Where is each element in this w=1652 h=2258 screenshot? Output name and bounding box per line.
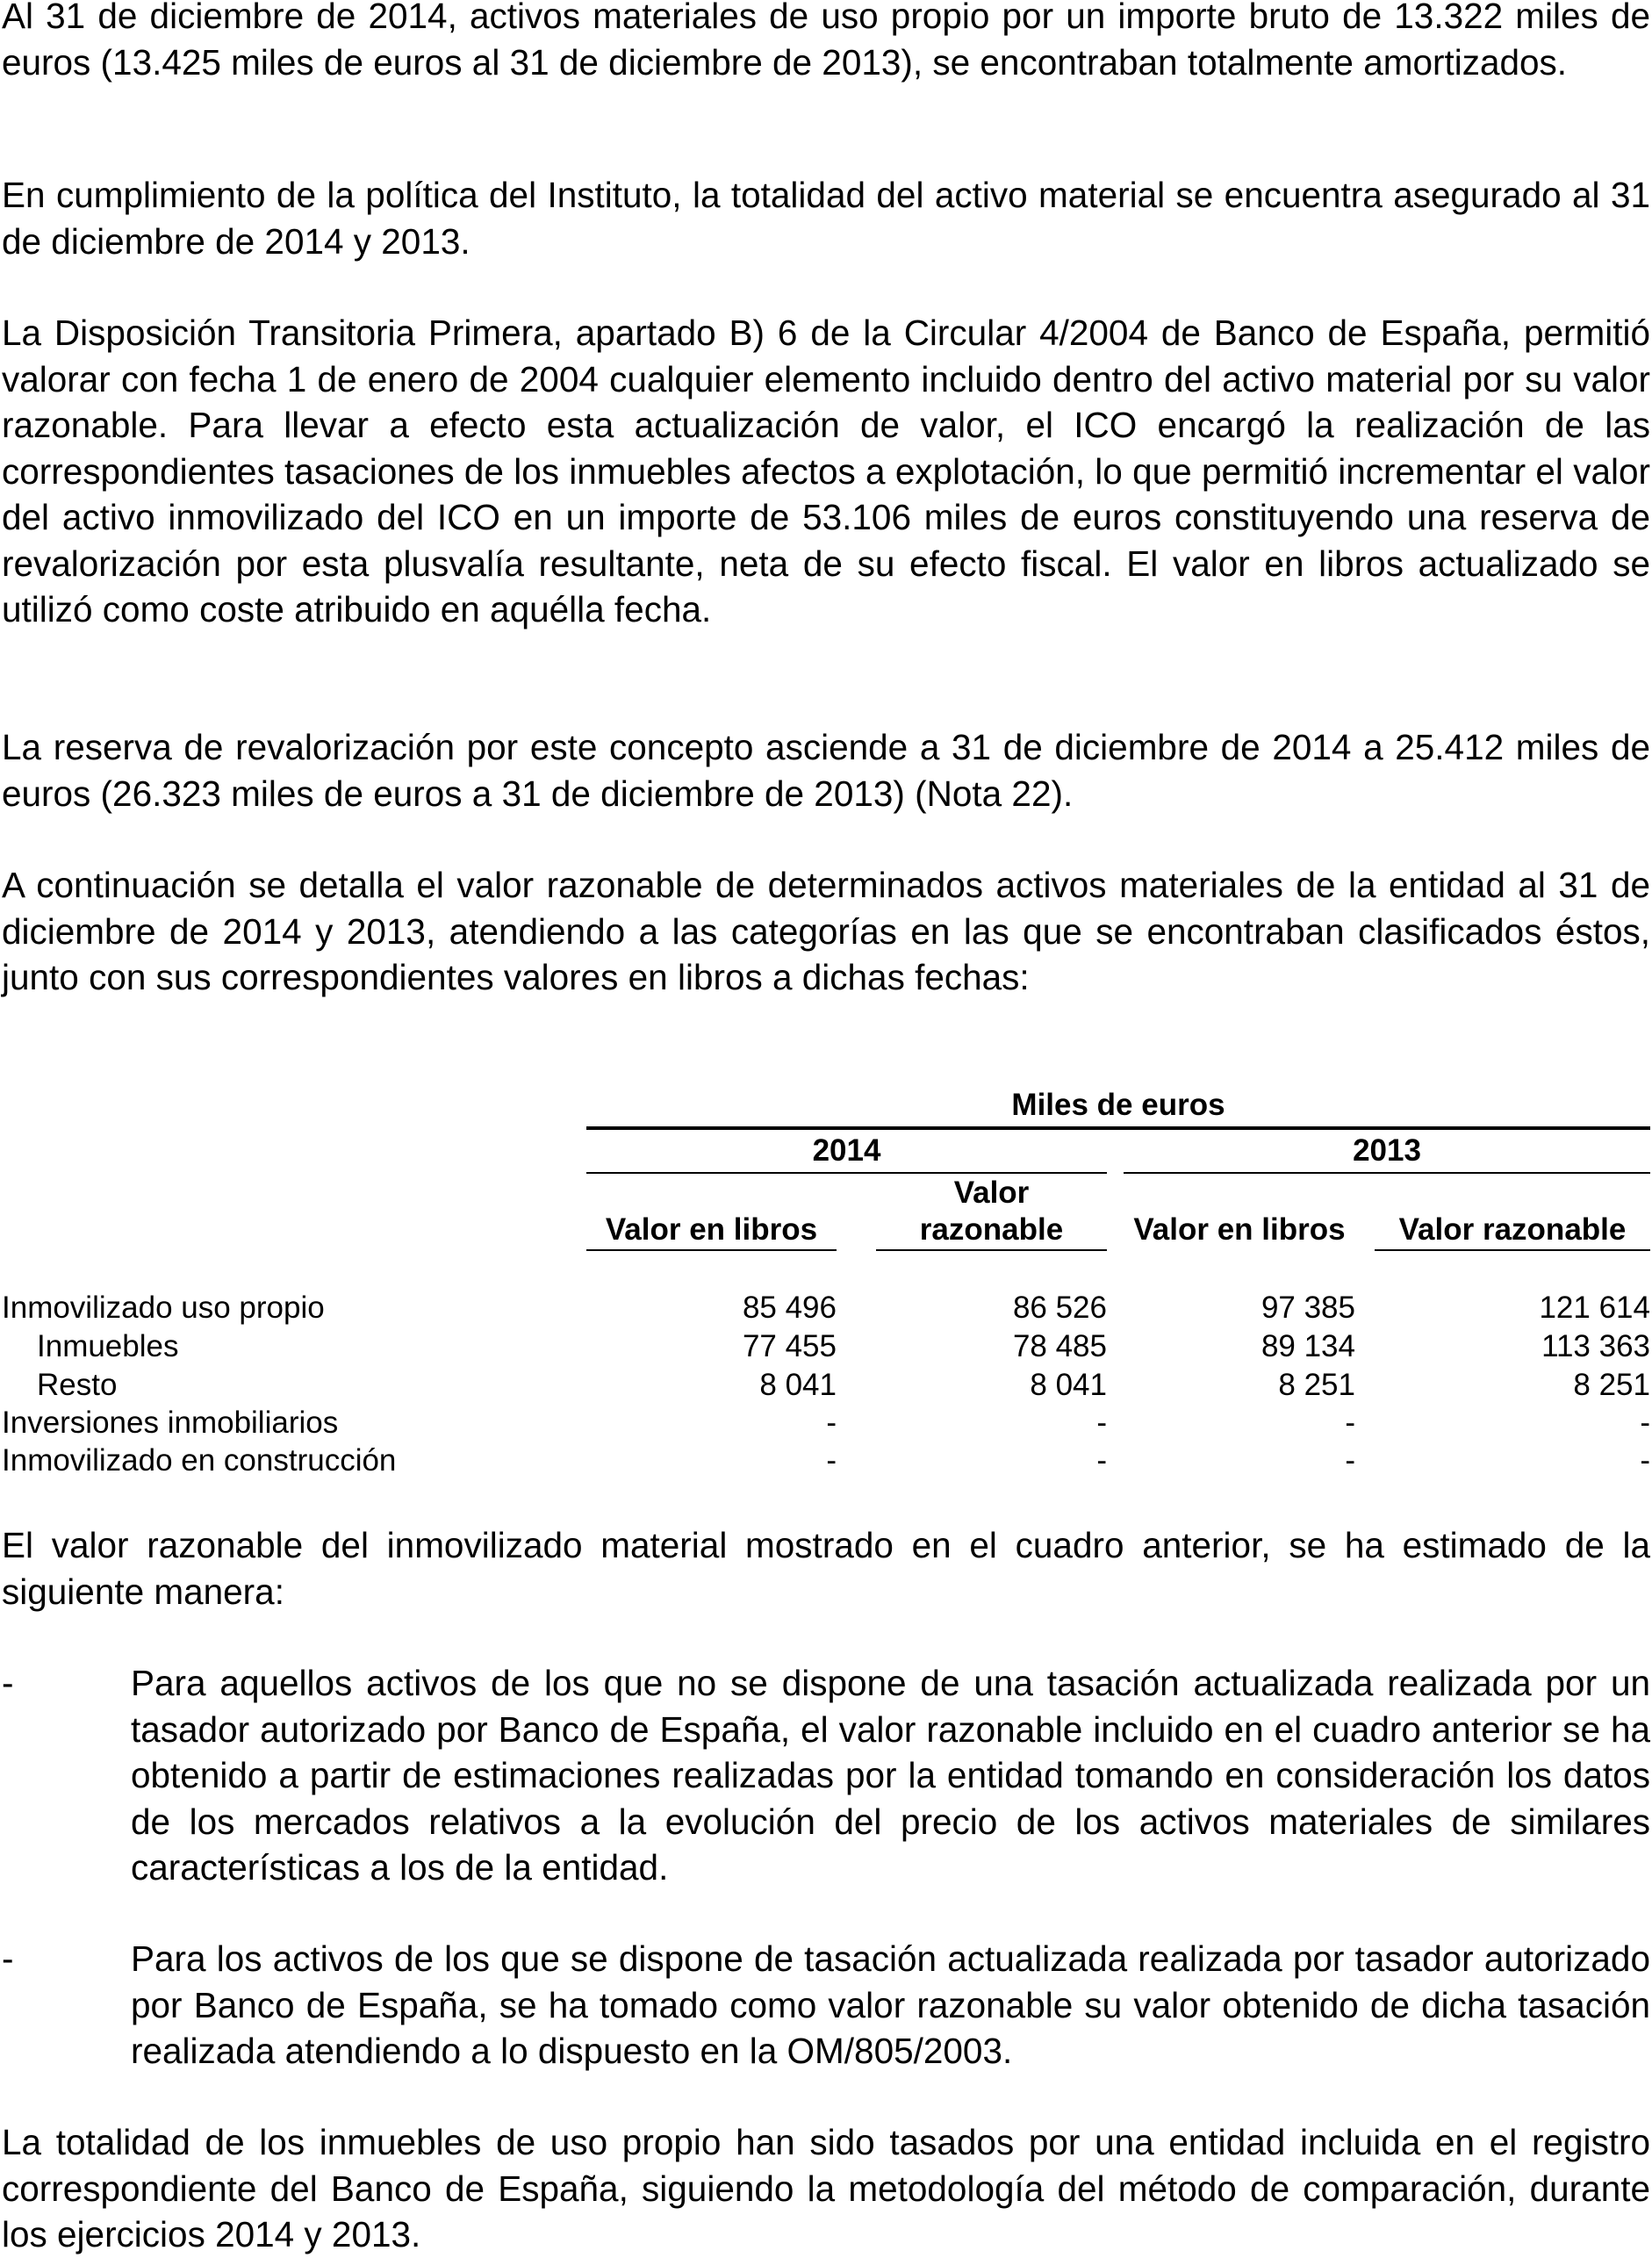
- table-row: [0, 1404, 1652, 1442]
- paragraph-revaluation-reserve: La reserva de revalorización por este concepto asciende a 31 de diciembre de 2014 a 25.412 miles de euros (26.323 miles de euros a 31 de diciembre de 2013) (Nota 22).: [2, 727, 1650, 814]
- table-row: [0, 1366, 1652, 1405]
- cell-book-2014: -: [826, 1443, 837, 1478]
- col-fair-2014-header-line1: Valor: [953, 1176, 1030, 1210]
- cell-book-2013: -: [1345, 1443, 1355, 1478]
- cell-fair-2013: -: [1640, 1443, 1650, 1478]
- cell-fair-2013: -: [1640, 1406, 1650, 1440]
- paragraph-fair-value-intro: A continuación se detalla el valor razonable de determinados activos materiales de la entidad al 31 de diciembre de 2014 y 2013, atendiendo a las categorías en las que se encontraban clasificados éstos, junto con sus correspondientes valores en libros a dichas fechas:: [2, 865, 1650, 997]
- bullet-item-market-estimates: Para aquellos activos de los que no se dispone de una tasación actualizada realizada por un tasador autorizado por Banco de España, el valor razonable incluido en el cuadro anterior se ha obtenido a partir de estimaciones realizadas por la entidad tomando en consideración los datos de los mercados relativos a la evolución del precio de los activos materiales de similares características a los de la entidad.: [131, 1663, 1650, 1888]
- cell-book-2013: 89 134: [1261, 1329, 1355, 1363]
- paragraph-revaluation: La Disposición Transitoria Primera, apartado B) 6 de la Circular 4/2004 de Banco de España, permitió valorar con fecha 1 de enero de 2004 cualquier elemento incluido dentro del activo material por su valor razonable. Para llevar a efecto esta actualización de valor, el ICO encargó la realización de las correspondientes tasaciones de los inmuebles afectos a explotación, lo que permitió incrementar el valor del activo inmovilizado del ICO en un importe de 53.106 miles de euros constituyendo una reserva de revalorización por esta plusvalía resultante, neta de su efecto fiscal. El valor en libros actualizado se utilizó como coste atribuido en aquélla fecha.: [2, 313, 1650, 629]
- paragraph-estimation-method: El valor razonable del inmovilizado material mostrado en el cuadro anterior, se ha estimado de la siguiente manera:: [2, 1525, 1650, 1612]
- cell-book-2013: 97 385: [1261, 1291, 1355, 1325]
- bullet-item-appraisal: Para los activos de los que se dispone de tasación actualizada realizada por tasador autorizado por Banco de España, se ha tomado como valor razonable su valor obtenido de dicha tasación realizada atendiendo a lo dispuesto en la OM/805/2003.: [131, 1938, 1650, 2071]
- unit-header: Miles de euros: [1011, 1088, 1225, 1122]
- year-2014-rule: [586, 1172, 1107, 1174]
- cell-book-2013: 8 251: [1278, 1368, 1355, 1402]
- paragraph-appraisal-method: La totalidad de los inmuebles de uso propio han sido tasados por una entidad incluida en el registro correspondiente del Banco de España, siguiendo la metodología del método de comparación, durante los ejercicios 2014 y 2013.: [2, 2122, 1650, 2254]
- year-2013-header: 2013: [1353, 1133, 1421, 1168]
- cell-fair-2013: 121 614: [1539, 1291, 1650, 1325]
- row-label: Inmovilizado uso propio: [2, 1291, 325, 1325]
- col-fair-2014-rule: [876, 1249, 1107, 1251]
- col-fair-2013-rule: [1375, 1249, 1650, 1251]
- cell-book-2014: 77 455: [742, 1329, 837, 1363]
- paragraph-fully-amortized-assets: Al 31 de diciembre de 2014, activos materiales de uso propio por un importe bruto de 13.322 miles de euros (13.425 miles de euros al 31 de diciembre de 2013), se encontraban totalmente amortizados.: [2, 0, 1650, 83]
- table-row: [0, 1327, 1652, 1366]
- cell-fair-2014: 78 485: [1012, 1329, 1107, 1363]
- cell-book-2014: 85 496: [742, 1291, 837, 1325]
- col-fair-2013-header: Valor razonable: [1398, 1212, 1627, 1247]
- row-label: Inmovilizado en construcción: [2, 1443, 397, 1478]
- unit-header-rule: [586, 1126, 1650, 1130]
- bullet-dash: -: [2, 1938, 14, 1979]
- bullet-dash: -: [2, 1663, 14, 1703]
- cell-book-2013: -: [1345, 1406, 1355, 1440]
- cell-fair-2013: 8 251: [1573, 1368, 1650, 1402]
- cell-fair-2014: -: [1096, 1443, 1107, 1478]
- cell-book-2014: -: [826, 1406, 837, 1440]
- col-book-2014-header: Valor en libros: [605, 1212, 818, 1247]
- year-2013-rule: [1124, 1172, 1650, 1174]
- col-fair-2014-header-line2: razonable: [919, 1212, 1064, 1247]
- table-row: [0, 1289, 1652, 1327]
- row-label: Resto: [37, 1368, 118, 1402]
- paragraph-insurance: En cumplimiento de la política del Instituto, la totalidad del activo material se encuentra asegurado al 31 de diciembre de 2014 y 2013.: [2, 175, 1650, 262]
- col-book-2014-rule: [586, 1249, 837, 1251]
- row-label: Inmuebles: [37, 1329, 179, 1363]
- cell-fair-2014: 8 041: [1030, 1368, 1107, 1402]
- cell-fair-2014: -: [1096, 1406, 1107, 1440]
- cell-fair-2014: 86 526: [1012, 1291, 1107, 1325]
- year-2014-header: 2014: [812, 1133, 881, 1168]
- cell-book-2014: 8 041: [759, 1368, 837, 1402]
- col-book-2013-header: Valor en libros: [1133, 1212, 1346, 1247]
- cell-fair-2013: 113 363: [1541, 1329, 1650, 1363]
- table-row: [0, 1442, 1652, 1480]
- fair-value-table: [0, 1087, 1652, 1491]
- row-label: Inversiones inmobiliarios: [2, 1406, 339, 1440]
